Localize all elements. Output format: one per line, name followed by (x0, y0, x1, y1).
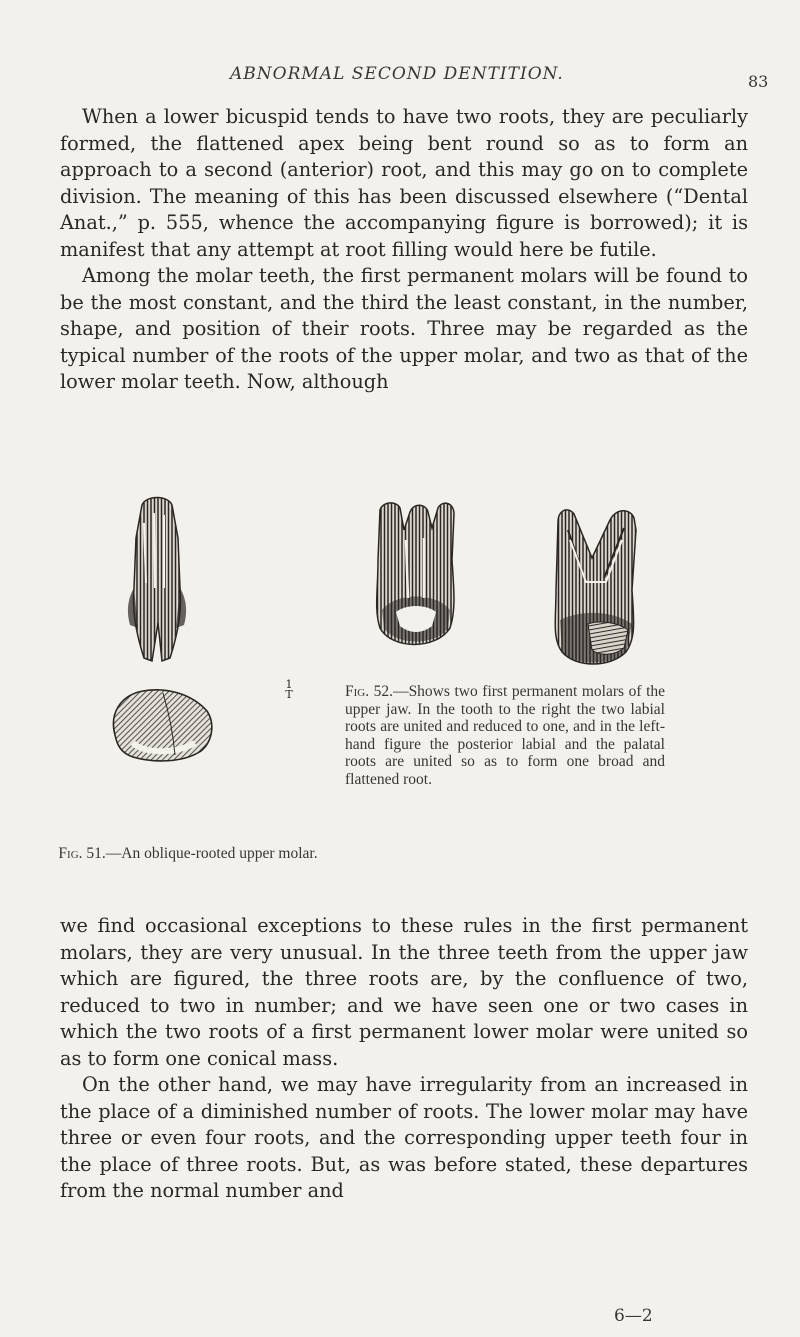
signature-mark: 6—2 (614, 1306, 653, 1326)
body-text-top (60, 104, 748, 396)
running-head: ABNORMAL SECOND DENTITION. (230, 64, 564, 84)
paragraph-1: When a lower bicuspid tends to have two roots, they are peculiarly formed, the flattened apex being bent round so as to form an approach to a second (anterior) root, and this may go on to complete division. The meaning of this has been discussed elsewhere (“Dental Anat.,” p. 555, whence the accompanying figure is borrowed); it is manifest that any attempt at root filling would here be futile. (60, 105, 748, 261)
paragraph-4: On the other hand, we may have irregularity from an increased in the place of a diminished number of roots. The lower molar may have three or even four roots, and the corresponding upper teeth four in the place of three roots. But, as was before stated, these departures from the normal number and (60, 1073, 748, 1202)
paragraph-3: we find occasional exceptions to these rules in the first permanent molars, they are very unusual. In the three teeth from the upper jaw which are figured, the three roots are, by the confluence of two, reduced to two in number; and we have seen one or two cases in which the two roots of a first permanent lower molar were united so as to form one conical mass. (60, 914, 748, 1070)
fig51-molar-side-illustration (108, 493, 208, 668)
fig52-caption-text: —Shows two first permanent molars of the upper jaw. In the tooth to the right the two labial roots are united and reduced to one, and in the left-hand figure the posterior labial and the palatal roots are united so as to form one broad and flattened root. (345, 683, 666, 788)
fig52-right-molar-illustration (540, 500, 650, 668)
fig51-label: Fig. 51. (58, 845, 106, 862)
fig51-caption (58, 845, 318, 863)
fig51-crown-view-illustration (103, 683, 218, 768)
page-number: 83 (748, 72, 769, 91)
fig52-label: Fig. 52. (345, 683, 394, 700)
scale-mark: 1 T (285, 678, 293, 701)
body-text-bottom (60, 913, 748, 1205)
fig52-left-molar-illustration (366, 500, 466, 655)
fig52-caption (345, 683, 665, 788)
fig51-caption-text: —An oblique-rooted upper molar. (105, 845, 318, 862)
paragraph-2: Among the molar teeth, the first permanent molars will be found to be the most constant, and the third the least constant, in the number, shape, and position of their roots. Three may be regarded as the typical number of the roots of the upper molar, and two as that of the lower molar teeth. Now, although (60, 264, 748, 393)
